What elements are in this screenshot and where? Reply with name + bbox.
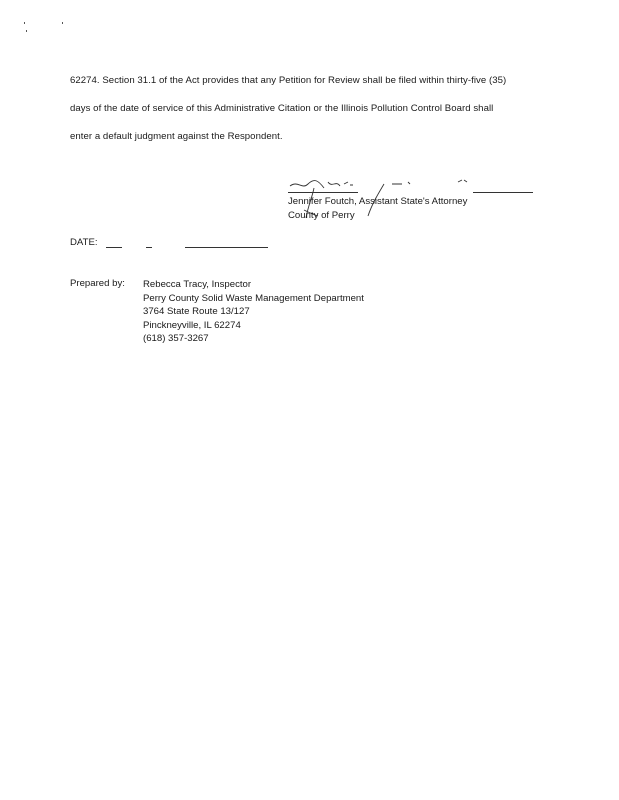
date-label: DATE: <box>70 237 98 248</box>
body-text-line-1: 62274. Section 31.1 of the Act provides that any Petition for Review shall be filed within thirty-five (35) <box>70 75 507 86</box>
date-blank-year <box>185 247 268 248</box>
preparer-phone: (618) 357-3267 <box>143 333 209 344</box>
prepared-by-block <box>143 278 364 346</box>
signer-county: County of Perry <box>288 210 355 221</box>
date-blank-month <box>106 247 122 248</box>
preparer-street: 3764 State Route 13/127 <box>143 306 250 317</box>
preparer-name: Rebecca Tracy, Inspector <box>143 279 252 290</box>
preparer-city: Pinckneyville, IL 62274 <box>143 319 241 331</box>
body-text-line-3: enter a default judgment against the Respondent. <box>70 131 283 142</box>
date-row <box>70 237 290 257</box>
scan-speck <box>26 30 27 32</box>
signer-name-title: Jennifer Foutch, Assistant State's Attorney <box>288 196 468 207</box>
signature-line <box>288 192 358 193</box>
date-blank-day <box>146 247 152 248</box>
signature-block <box>288 176 538 226</box>
prepared-by-label: Prepared by: <box>70 278 125 289</box>
preparer-department: Perry County Solid Waste Management Department <box>143 292 364 304</box>
scan-speck <box>24 22 25 24</box>
body-text-line-2: days of the date of service of this Administrative Citation or the Illinois Pollution Control Board shall <box>70 103 494 114</box>
scan-speck <box>62 22 63 24</box>
signature-line-right <box>473 192 533 193</box>
